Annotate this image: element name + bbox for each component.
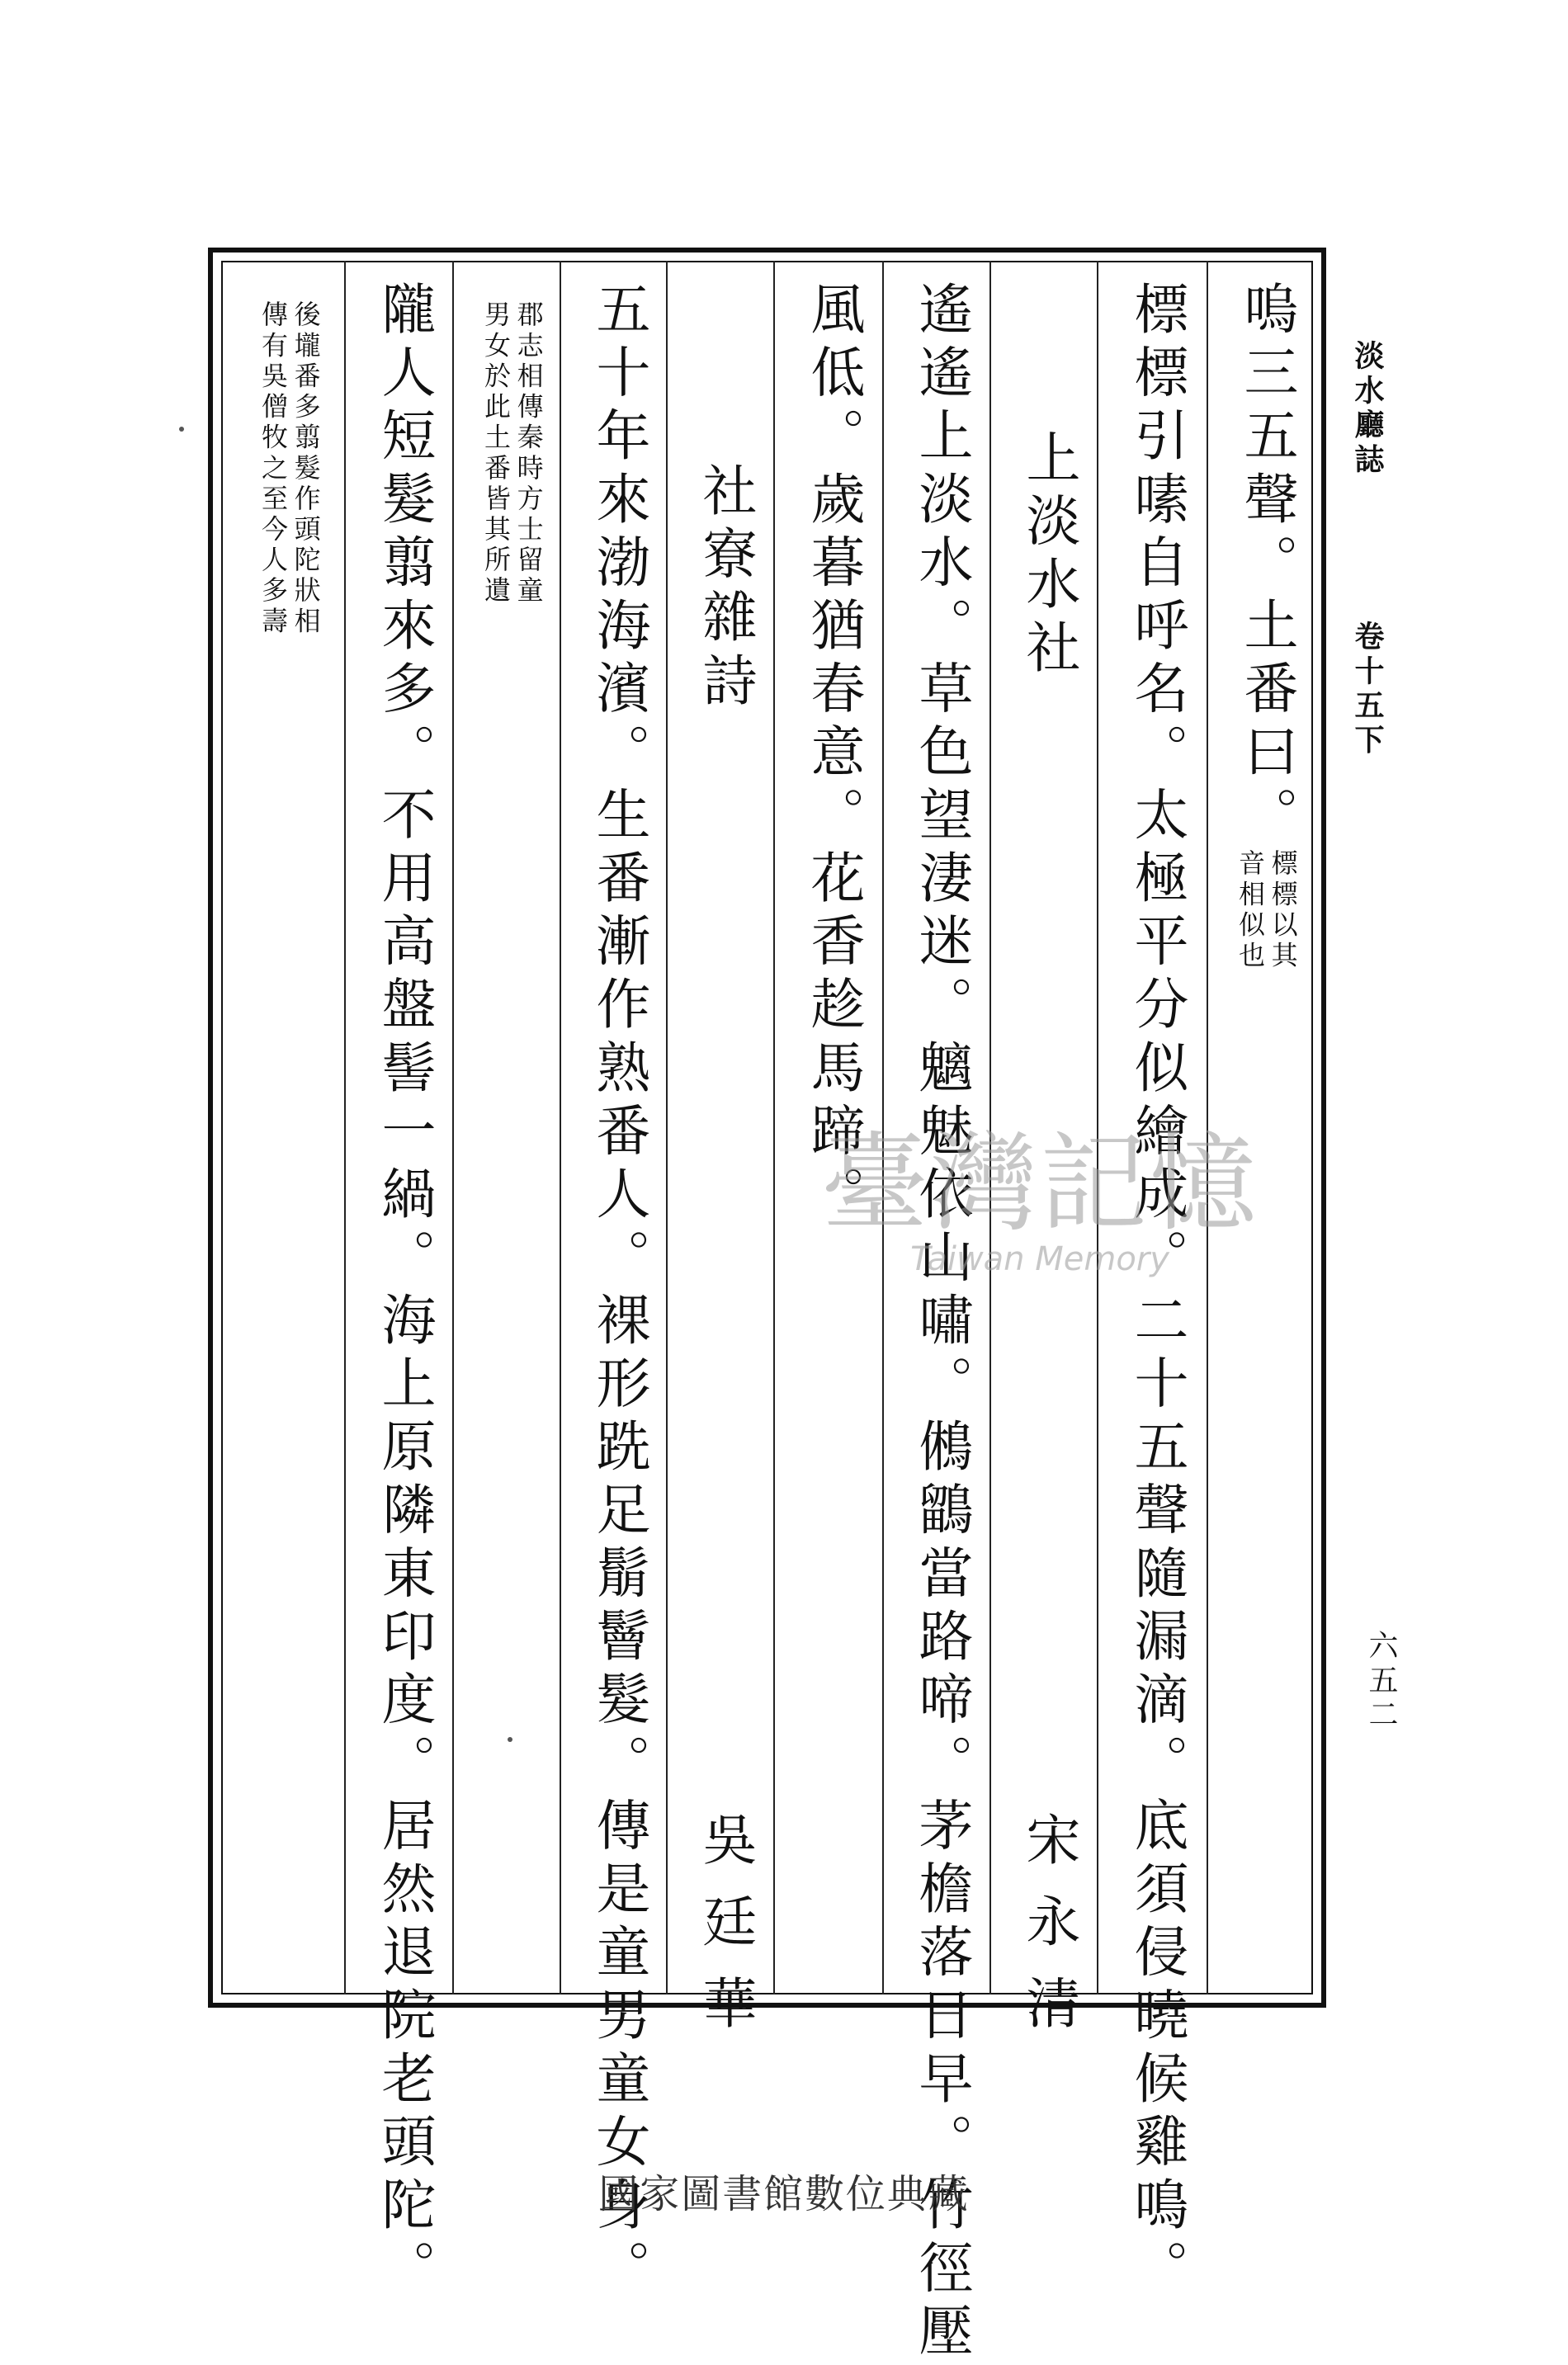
annotation-line: 郡志相傳秦時方士留童 <box>512 300 545 607</box>
poem-line: 標標引嗉自呼名。太極平分似繪成。二十五聲隨漏滴。底須侵曉候雞鳴。 <box>1125 281 1188 2302</box>
column-9 <box>354 281 453 2302</box>
poem-line: 遙遙上淡水。草色望淒迷。魑魅依山嘯。鵂鶹當路啼。茅檐落日早。竹徑壓 <box>909 281 973 2365</box>
annotation <box>480 300 545 607</box>
poem-author: 宋永清 <box>1017 1811 1080 2056</box>
column-6 <box>675 281 774 2056</box>
poem-line-end: 嗚三五聲。土番曰。 <box>1235 281 1298 850</box>
poem-line: 五十年來渤海濱。生番漸作熟番人。裸形跣足鬅鬙髮。傳是童男童女身。 <box>587 281 650 2302</box>
scan-speck <box>179 427 184 432</box>
watermark-english: Taiwan Memory <box>910 1240 1169 1278</box>
annotation <box>1235 849 1299 972</box>
scan-speck <box>508 1737 512 1742</box>
book-title: 淡水廳誌 <box>1350 340 1385 479</box>
column-8 <box>462 281 561 1980</box>
column-7 <box>569 281 668 2302</box>
annotation-line: 音相似也 <box>1235 849 1266 972</box>
footer-credit: 國家圖書館數位典藏 <box>598 2171 970 2217</box>
annotation-line: 男女於此土番皆其所遺 <box>480 300 512 607</box>
annotation <box>257 300 322 638</box>
poem-line: 隴人短髮翦來多。不用高盤髻一緺。海上原隣東印度。居然退院老頭陀。 <box>372 281 436 2302</box>
annotation-line: 標標以其 <box>1267 849 1299 972</box>
annotation-line: 後壠番多翦髮作頭陀狀相 <box>290 300 322 638</box>
poem-line: 風低。歲暮猶春意。花香趁馬蹄。 <box>801 281 865 1229</box>
column-rule <box>344 261 346 1994</box>
volume-label: 卷十五下 <box>1350 621 1385 759</box>
column-10 <box>239 281 338 1980</box>
page-number: 六五二 <box>1364 1630 1398 1734</box>
annotation-line: 傳有吳僧牧之至今人多壽 <box>257 300 289 638</box>
watermark <box>809 1098 1271 1296</box>
watermark-chinese: 臺灣記憶 <box>820 1121 1259 1246</box>
poem-title: 上淡水社 <box>1017 429 1080 682</box>
poem-author: 吳廷華 <box>693 1811 757 2056</box>
poem-title: 社寮雜詩 <box>693 462 757 715</box>
